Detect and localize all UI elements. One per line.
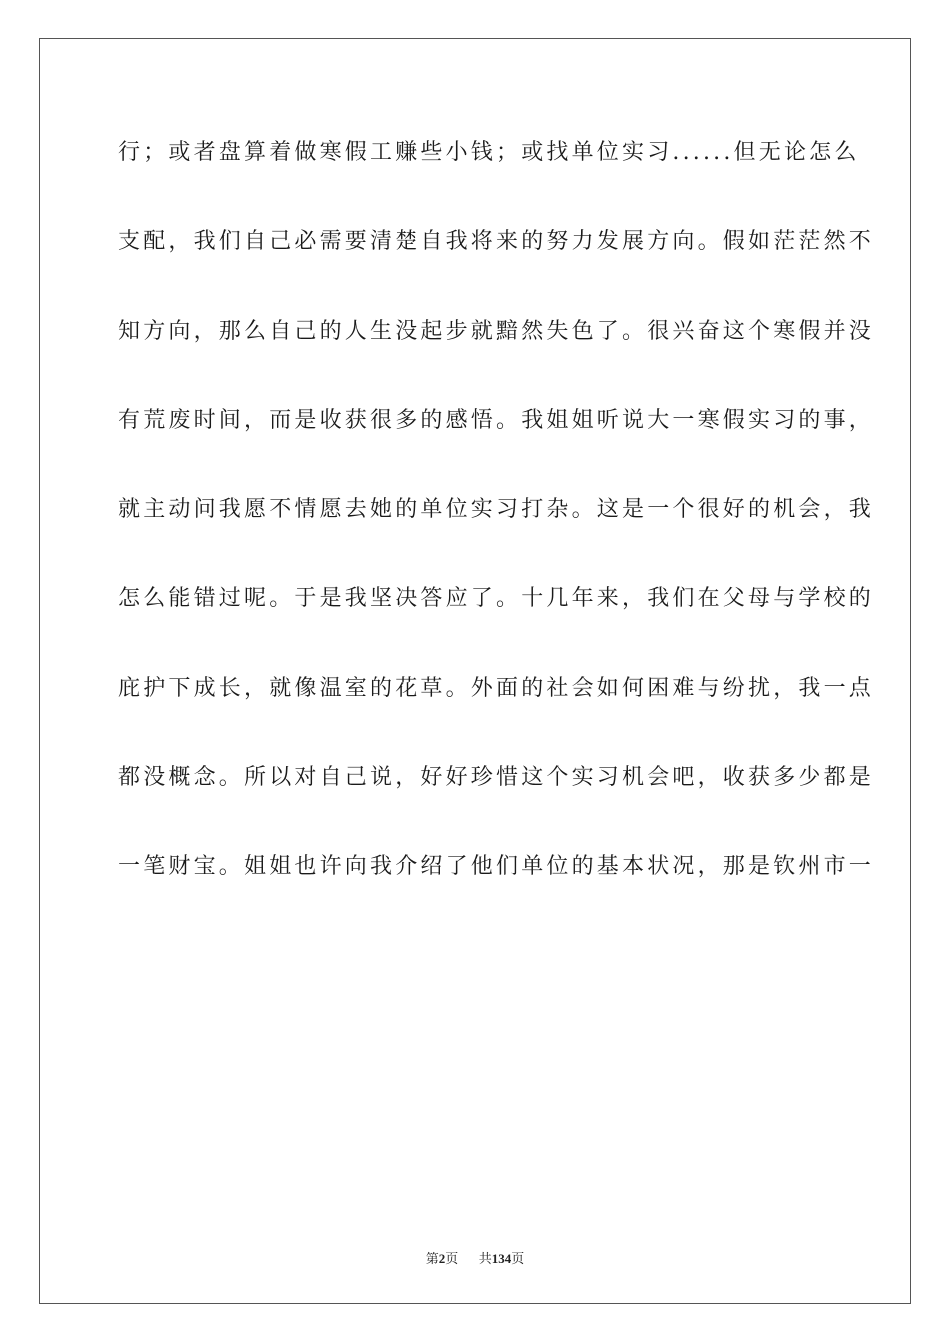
body-text <box>118 130 875 934</box>
page-suffix: 页 <box>445 1251 459 1266</box>
page-footer <box>0 1248 950 1267</box>
text-line: 支配，我们自己必需要清楚自我将来的努力发展方向。假如茫茫然不 <box>118 229 875 255</box>
page-number: 2 <box>438 1251 446 1266</box>
text-line: 就主动问我愿不情愿去她的单位实习打杂。这是一个很好的机会，我 <box>118 497 875 523</box>
text-line: 一笔财宝。姐姐也许向我介绍了他们单位的基本状况，那是钦州市一 <box>118 854 875 880</box>
total-pages: 134 <box>491 1251 512 1266</box>
text-line: 怎么能错过呢。于是我坚决答应了。十几年来，我们在父母与学校的 <box>118 586 875 612</box>
total-prefix: 共 <box>478 1251 492 1266</box>
page-number-label <box>426 1248 459 1267</box>
text-line: 行；或者盘算着做寒假工赚些小钱；或找单位实习......但无论怎么 <box>118 140 860 165</box>
page-prefix: 第 <box>425 1251 439 1266</box>
text-line: 知方向，那么自己的人生没起步就黯然失色了。很兴奋这个寒假并没 <box>118 318 875 344</box>
text-line: 都没概念。所以对自己说，好好珍惜这个实习机会吧，收获多少都是 <box>118 765 875 791</box>
text-line: 有荒废时间，而是收获很多的感悟。我姐姐听说大一寒假实习的事， <box>118 407 875 433</box>
total-pages-label <box>479 1248 525 1267</box>
text-line: 庇护下成长，就像温室的花草。外面的社会如何困难与纷扰，我一点 <box>118 675 875 701</box>
total-suffix: 页 <box>511 1251 525 1266</box>
